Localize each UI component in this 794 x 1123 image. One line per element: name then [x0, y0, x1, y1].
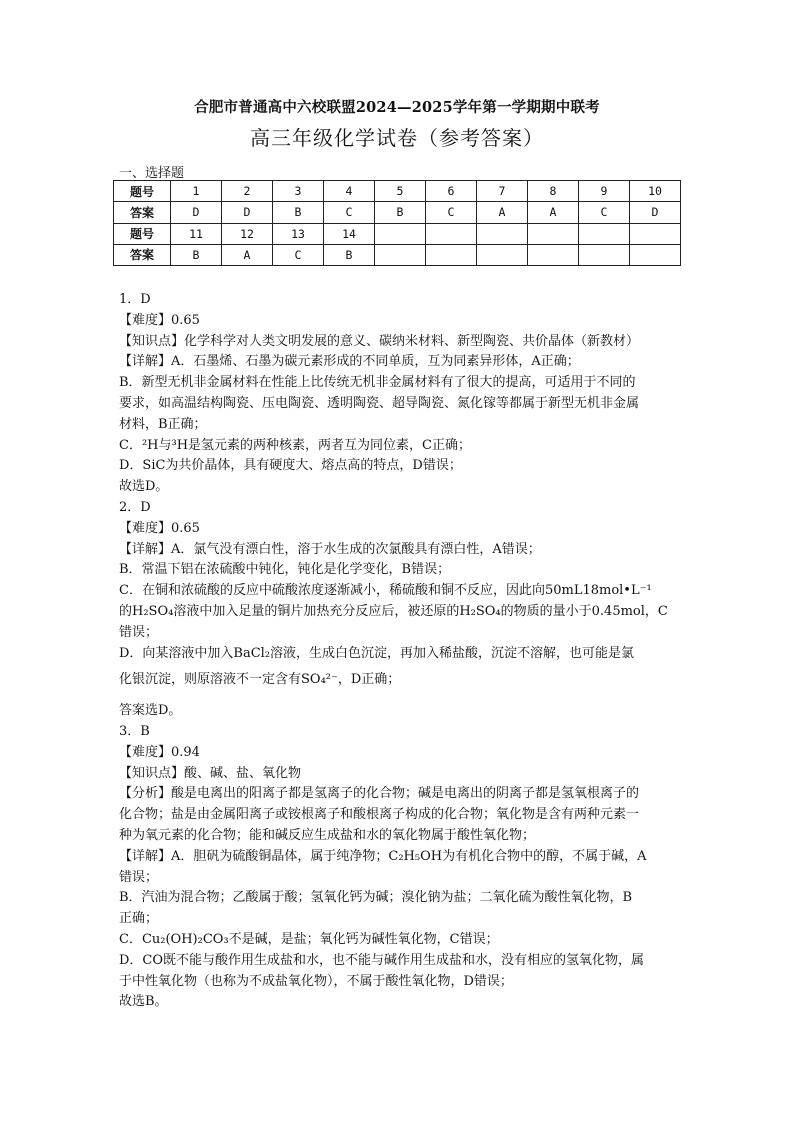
table-cell: 7: [477, 181, 528, 202]
text-line: 要求，如高温结构陶瓷、压电陶瓷、透明陶瓷、超导陶瓷、氮化镓等都属于新型无机非金属: [119, 395, 640, 411]
table-cell: [630, 244, 681, 265]
table-cell: D: [171, 202, 222, 223]
table-cell: [375, 223, 426, 244]
table-cell: 5: [375, 181, 426, 202]
table-cell: B: [375, 202, 426, 223]
text-line: 的H₂SO₄溶液中加入足量的铜片加热充分反应后，被还原的H₂SO₄的物质的量小于0.45mol，C: [119, 603, 668, 619]
row-header-cell: 答案: [114, 202, 171, 223]
text-line: 种为氧元素的化合物；能和碱反应生成盐和水的氧化物属于酸性氧化物；: [119, 827, 536, 843]
table-cell: B: [273, 202, 324, 223]
table-cell: 11: [171, 223, 222, 244]
table-cell: [579, 244, 630, 265]
text-line: C．²H与³H是氢元素的两种核素，两者互为同位素，C正确；: [119, 437, 471, 453]
text-line: 正确；: [119, 911, 159, 927]
table-cell: 6: [426, 181, 477, 202]
text-line: C．在铜和浓硫酸的反应中硫酸浓度逐渐减小，稀硫酸和铜不反应，因此向50mL18mol•L⁻¹: [119, 583, 652, 599]
text-line: B．汽油为混合物；乙酸属于酸；氢氧化钙为碱；溴化钠为盐；二氧化硫为酸性氧化物，B: [119, 890, 633, 906]
table-cell: 12: [222, 223, 273, 244]
table-cell: A: [528, 202, 579, 223]
text-line: 【详解】A．胆矾为硫酸铜晶体，属于纯净物；C₂H₅OH为有机化合物中的醇，不属于碱，A: [119, 848, 647, 864]
text-line: 【难度】0.94: [119, 744, 200, 760]
text-line: 3．B: [119, 723, 150, 739]
text-line: C．Cu₂(OH)₂CO₃不是碱，是盐；氧化钙为碱性氧化物，C错误；: [119, 931, 499, 947]
text-line: 错误；: [119, 624, 159, 640]
answer-row: [114, 244, 681, 265]
table-cell: [630, 223, 681, 244]
text-line: 1．D: [119, 292, 151, 307]
table-cell: [477, 244, 528, 265]
text-line: 2．D: [119, 499, 151, 515]
section-label: 一、选择题: [119, 166, 185, 181]
table-cell: 4: [324, 181, 375, 202]
answer-row: [114, 202, 681, 223]
table-cell: A: [477, 202, 528, 223]
exam-title: 合肥市普通高中六校联盟2024—2025学年第一学期期中联考: [194, 99, 600, 116]
text-line: B．新型无机非金属材料在性能上比传统无机非金属材料有了很大的提高，可适用于不同的: [119, 375, 636, 391]
text-line: 错误；: [119, 869, 159, 885]
text-line: 故选D。: [119, 479, 169, 495]
table-cell: 8: [528, 181, 579, 202]
table-cell: D: [222, 202, 273, 223]
table-cell: 3: [273, 181, 324, 202]
table-cell: 2: [222, 181, 273, 202]
text-line: 故选B。: [119, 994, 168, 1010]
table-cell: C: [324, 202, 375, 223]
table-cell: C: [579, 202, 630, 223]
table-cell: 9: [579, 181, 630, 202]
table-cell: 1: [171, 181, 222, 202]
text-line: B．常温下铝在浓硫酸中钝化，钝化是化学变化，B错误；: [119, 562, 451, 578]
text-line: D．SiC为共价晶体，具有硬度大、熔点高的特点，D错误；: [119, 458, 462, 474]
answer-explanations: [119, 290, 679, 1013]
table-cell: [528, 223, 579, 244]
text-line: 【知识点】酸、碱、盐、氧化物: [119, 765, 302, 781]
text-line: 化合物；盐是由金属阳离子或铵根离子和酸根离子构成的化合物；氧化物是含有两种元素一: [119, 807, 640, 823]
table-cell: [426, 223, 477, 244]
table-cell: [528, 244, 579, 265]
table-cell: A: [222, 244, 273, 265]
table-cell: B: [171, 244, 222, 265]
row-header-cell: 答案: [114, 244, 171, 265]
table-cell: 10: [630, 181, 681, 202]
table-cell: D: [630, 202, 681, 223]
text-line: 【难度】0.65: [119, 312, 200, 328]
text-line: 于中性氧化物（也称为不成盐氧化物），不属于酸性氧化物，D错误；: [119, 973, 513, 989]
text-line: 【分析】酸是电离出的阳离子都是氢离子的化合物；碱是电离出的阴离子都是氢氧根离子的: [119, 786, 640, 802]
text-line: 【详解】A．氯气没有漂白性，溶于水生成的次氯酸具有漂白性，A错误；: [119, 541, 541, 557]
table-cell: [579, 223, 630, 244]
question-number-row: [114, 181, 681, 202]
exam-subtitle: 高三年级化学试卷（参考答案）: [250, 126, 544, 150]
text-line: D．CO既不能与酸作用生成盐和水，也不能与碱作用生成盐和水，没有相应的氢氧化物，属: [119, 952, 645, 968]
table-cell: [477, 223, 528, 244]
answer-table: [113, 180, 681, 266]
text-line: 答案选D。: [119, 703, 182, 719]
table-cell: C: [426, 202, 477, 223]
table-cell: B: [324, 244, 375, 265]
text-line: D．向某溶液中加入BaCl₂溶液，生成白色沉淀，再加入稀盐酸，沉淀不溶解，也可能是氯: [119, 645, 635, 661]
table-cell: C: [273, 244, 324, 265]
text-line: 化银沉淀，则原溶液不一定含有SO₄²⁻，D正确；: [119, 672, 401, 688]
text-line: 材料，B正确；: [119, 416, 207, 432]
text-line: 【知识点】化学科学对人类文明发展的意义、碳纳米材料、新型陶瓷、共价晶体（新教材）: [119, 333, 640, 349]
text-line: 【详解】A．石墨烯、石墨为碳元素形成的不同单质，互为同素异形体，A正确；: [119, 354, 580, 370]
question-number-row: [114, 223, 681, 244]
text-line: 【难度】0.65: [119, 520, 200, 536]
table-cell: 13: [273, 223, 324, 244]
table-cell: 14: [324, 223, 375, 244]
table-cell: [426, 244, 477, 265]
row-header-cell: 题号: [114, 223, 171, 244]
table-cell: [375, 244, 426, 265]
row-header-cell: 题号: [114, 181, 171, 202]
